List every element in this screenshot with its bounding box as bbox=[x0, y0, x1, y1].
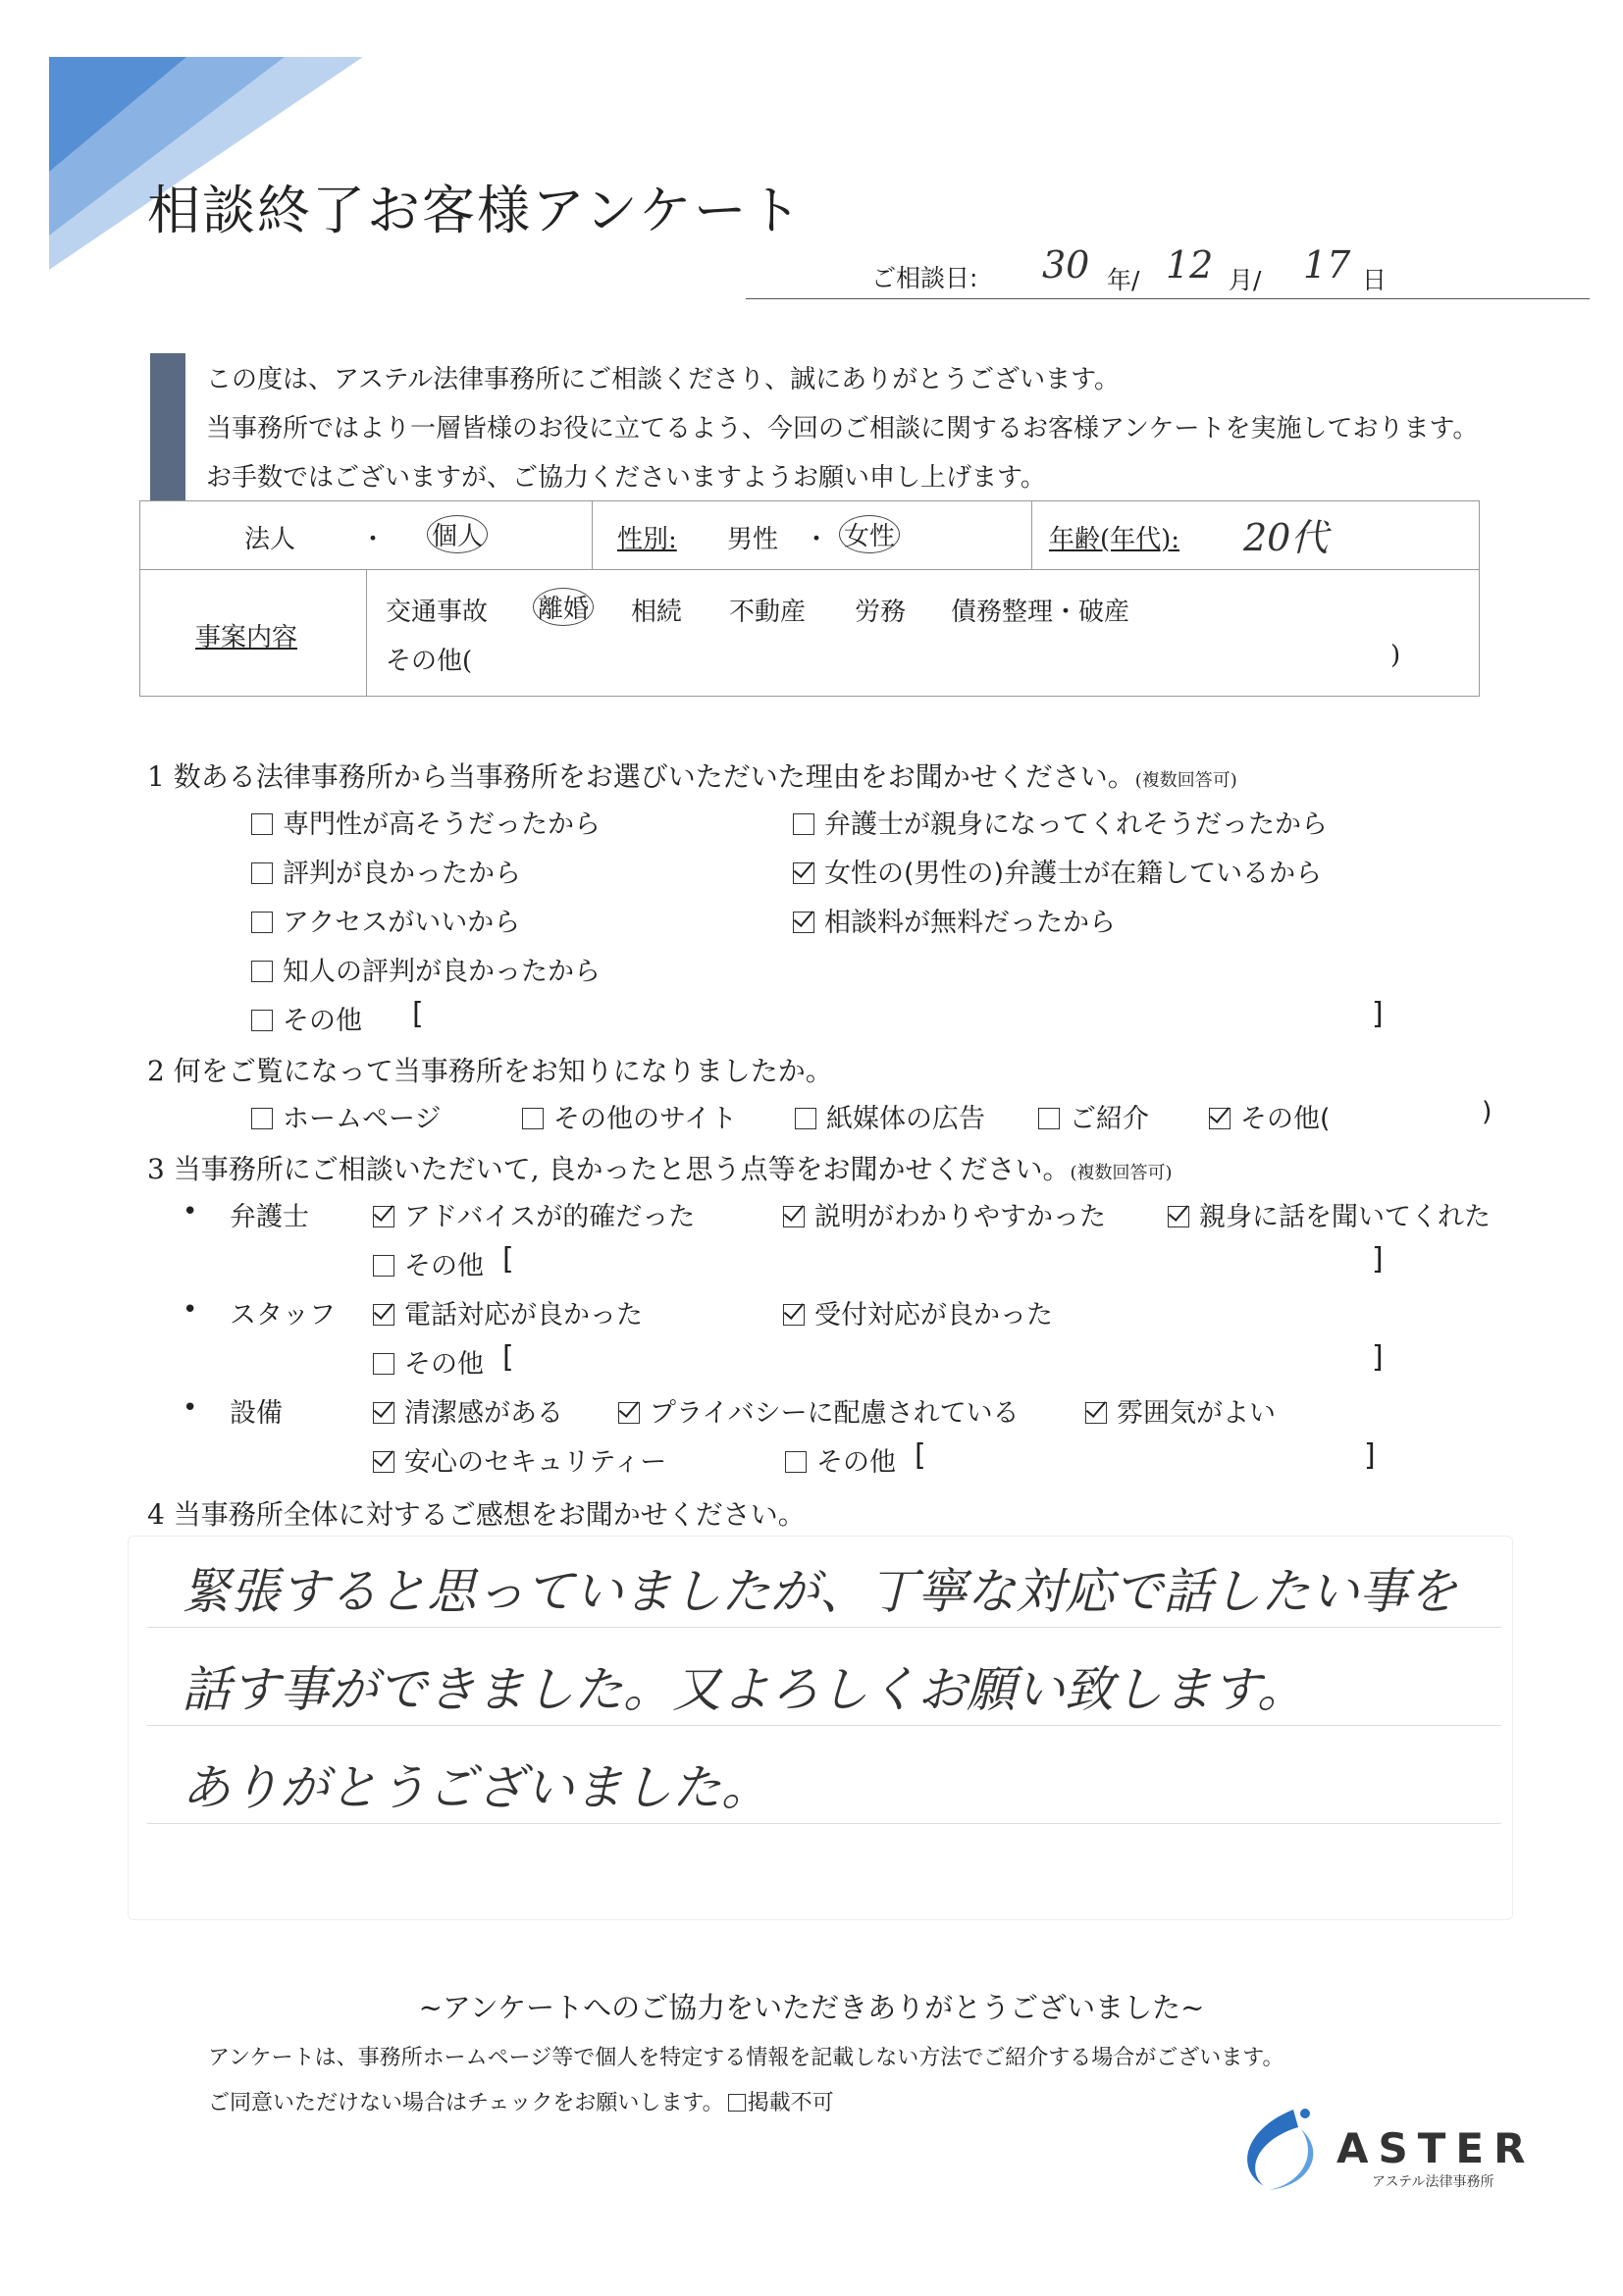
year-label: 年/ bbox=[1107, 266, 1140, 294]
checkbox-checked bbox=[1085, 1402, 1107, 1424]
case-debt[interactable]: 債務整理・破産 bbox=[951, 598, 1130, 627]
checkbox bbox=[251, 1010, 273, 1031]
ruled-line bbox=[147, 1725, 1501, 1726]
case-traffic[interactable]: 交通事故 bbox=[386, 598, 489, 627]
bracket-open: [ bbox=[502, 1242, 514, 1277]
case-other-label: その他( bbox=[386, 647, 473, 676]
bracket-close: ] bbox=[1372, 1242, 1384, 1277]
q1-option-caring-lawyer[interactable]: 弁護士が親身になってくれそうだったから bbox=[793, 803, 1328, 841]
q1-option-expertise[interactable]: 専門性が高そうだったから bbox=[251, 803, 601, 841]
publication-note: アンケートは、事務所ホームページ等で個人を特定する情報を記載しない方法でご紹介する場合がございます。 bbox=[208, 2046, 1284, 2070]
q2-other-close: ) bbox=[1482, 1097, 1492, 1127]
question-1-title: 1 数ある法律事務所から当事務所をお選びいただいた理由をお聞かせください。(複数回答可) bbox=[147, 760, 1237, 793]
gender-label: 性別: bbox=[617, 525, 677, 554]
bullet: • bbox=[183, 1295, 198, 1325]
q3-lawyer-explanation[interactable]: 説明がわかりやすかった bbox=[783, 1195, 1106, 1233]
q3-staff-phone[interactable]: 電話対応が良かった bbox=[373, 1293, 643, 1331]
individual-option[interactable]: 個人 bbox=[427, 515, 488, 553]
q2-option-other[interactable]: その他( bbox=[1209, 1097, 1331, 1135]
consultation-date bbox=[746, 243, 1590, 299]
q3-facility-privacy[interactable]: プライバシーに配慮されている bbox=[618, 1391, 1020, 1430]
intro-line: この度は、アステル法律事務所にご相談くださり、誠にありがとうございます。 bbox=[206, 365, 1121, 394]
logo-text: ASTER bbox=[1336, 2124, 1536, 2172]
case-label: 事案内容 bbox=[195, 623, 298, 652]
date-day-value: 17 bbox=[1303, 243, 1351, 287]
checkbox bbox=[1038, 1108, 1060, 1129]
multiple-answer-note: (複数回答可) bbox=[1070, 1163, 1173, 1183]
logo-subtitle: アステル法律事務所 bbox=[1372, 2174, 1494, 2190]
q1-option-access[interactable]: アクセスがいいから bbox=[251, 901, 520, 939]
checkbox-checked bbox=[373, 1206, 394, 1227]
bracket-open: [ bbox=[502, 1340, 514, 1375]
aster-logo-icon bbox=[1225, 2100, 1333, 2198]
handwritten-comment-line: ありがとうございました。 bbox=[182, 1759, 770, 1816]
bullet: • bbox=[183, 1197, 198, 1226]
handwritten-comment-line: 緊張すると思っていましたが、丁寧な対応で話したい事を bbox=[182, 1563, 1457, 1620]
bracket-open: [ bbox=[412, 997, 424, 1031]
q3-lawyer-other[interactable]: その他 bbox=[373, 1244, 484, 1282]
age-value: 20代 bbox=[1243, 516, 1329, 559]
case-other-close: ) bbox=[1390, 641, 1401, 670]
checkbox-checked bbox=[783, 1304, 805, 1326]
case-divorce[interactable]: 離婚 bbox=[533, 588, 594, 626]
checkbox-checked bbox=[793, 912, 814, 933]
checkbox-checked bbox=[373, 1304, 394, 1326]
checkbox-checked bbox=[793, 862, 814, 884]
case-inheritance[interactable]: 相続 bbox=[631, 598, 683, 627]
checkbox bbox=[373, 1255, 394, 1277]
checkbox bbox=[795, 1108, 816, 1129]
checkbox bbox=[251, 912, 273, 933]
bracket-close: ] bbox=[1364, 1438, 1376, 1473]
checkbox-checked bbox=[618, 1402, 640, 1424]
month-label: 月/ bbox=[1229, 266, 1262, 294]
checkbox-checked bbox=[373, 1451, 394, 1473]
ruled-line bbox=[147, 1627, 1501, 1628]
q3-facility-atmosphere[interactable]: 雰囲気がよい bbox=[1085, 1391, 1276, 1430]
q3-facility-clean[interactable]: 清潔感がある bbox=[373, 1391, 563, 1430]
checkbox bbox=[251, 1108, 273, 1129]
case-real-estate[interactable]: 不動産 bbox=[729, 598, 807, 627]
corp-option[interactable]: 法人 bbox=[244, 525, 296, 554]
checkbox bbox=[251, 813, 273, 835]
separator-dot: ・ bbox=[360, 525, 387, 554]
q1-option-gender-lawyer[interactable]: 女性の(男性の)弁護士が在籍しているから bbox=[793, 852, 1322, 890]
q1-option-acquaintance[interactable]: 知人の評判が良かったから bbox=[251, 950, 601, 988]
q2-option-referral[interactable]: ご紹介 bbox=[1038, 1097, 1149, 1135]
q3-facility-security[interactable]: 安心のセキュリティー bbox=[373, 1440, 666, 1479]
day-label: 日 bbox=[1362, 266, 1387, 294]
q3-facility-other[interactable]: その他 bbox=[785, 1440, 896, 1479]
checkbox-checked bbox=[783, 1206, 805, 1227]
q3-staff-label: スタッフ bbox=[230, 1300, 336, 1331]
q3-staff-reception[interactable]: 受付対応が良かった bbox=[783, 1293, 1053, 1331]
checkbox bbox=[251, 862, 273, 884]
bracket-close: ] bbox=[1372, 997, 1384, 1031]
question-4-title: 4 当事務所全体に対するご感想をお聞かせください。 bbox=[147, 1498, 806, 1531]
q1-option-free-consultation[interactable]: 相談料が無料だったから bbox=[793, 901, 1116, 939]
checkbox bbox=[373, 1353, 394, 1375]
date-month-value: 12 bbox=[1166, 243, 1214, 287]
consent-note: ご同意いただけない場合はチェックをお願いします。 掲載不可 bbox=[208, 2091, 834, 2115]
checkbox bbox=[522, 1108, 544, 1129]
intro-line: 当事務所ではより一層皆様のお役に立てるよう、今回のご相談に関するお客様アンケートを実施しております。 bbox=[206, 414, 1479, 444]
q3-lawyer-advice[interactable]: アドバイスが的確だった bbox=[373, 1195, 695, 1233]
q3-staff-other[interactable]: その他 bbox=[373, 1342, 484, 1381]
bracket-close: ] bbox=[1372, 1340, 1384, 1375]
no-publish-label: 掲載不可 bbox=[747, 2091, 834, 2115]
checkbox bbox=[785, 1451, 807, 1473]
checkbox bbox=[251, 961, 273, 982]
q2-option-homepage[interactable]: ホームページ bbox=[251, 1097, 441, 1135]
intro-line: お手数ではございますが、ご協力くださいますようお願い申し上げます。 bbox=[206, 463, 1046, 493]
question-2-title: 2 何をご覧になって当事務所をお知りになりましたか。 bbox=[147, 1055, 833, 1087]
date-label: ご相談日: bbox=[871, 264, 978, 292]
q2-option-print-ad[interactable]: 紙媒体の広告 bbox=[795, 1097, 985, 1135]
checkbox-checked bbox=[373, 1402, 394, 1424]
no-publish-checkbox[interactable] bbox=[728, 2094, 746, 2112]
page-title: 相談終了お客様アンケート bbox=[147, 180, 804, 241]
q3-facility-label: 設備 bbox=[230, 1398, 283, 1429]
checkbox-checked bbox=[1209, 1108, 1230, 1129]
bracket-open: [ bbox=[915, 1438, 926, 1473]
date-year-value: 30 bbox=[1042, 243, 1090, 287]
thanks-message: ~アンケートへのご協力をいただきありがとうございました~ bbox=[418, 1991, 1205, 2024]
separator-dot: ・ bbox=[804, 525, 830, 554]
checkbox bbox=[793, 813, 814, 835]
checkbox-checked bbox=[1168, 1206, 1189, 1227]
ruled-line bbox=[147, 1823, 1501, 1824]
client-info-table bbox=[139, 500, 1480, 697]
question-3-title: 3 当事務所にご相談いただいて, 良かったと思う点等をお聞かせください。(複数回答可) bbox=[147, 1153, 1173, 1185]
case-labor[interactable]: 労務 bbox=[855, 598, 907, 627]
age-label: 年齢(年代): bbox=[1049, 525, 1180, 554]
q2-option-other-site[interactable]: その他のサイト bbox=[522, 1097, 737, 1135]
intro-accent-bar bbox=[150, 353, 185, 500]
multiple-answer-note: (複数回答可) bbox=[1134, 770, 1237, 791]
q3-lawyer-listening[interactable]: 親身に話を聞いてくれた bbox=[1168, 1195, 1491, 1233]
bullet: • bbox=[183, 1393, 198, 1423]
female-option[interactable]: 女性 bbox=[839, 515, 900, 553]
handwritten-comment-line: 話す事ができました。又よろしくお願い致します。 bbox=[182, 1661, 1306, 1718]
intro-text bbox=[206, 355, 1478, 502]
q1-option-other[interactable]: その他 bbox=[251, 999, 362, 1037]
q1-option-reputation[interactable]: 評判が良かったから bbox=[251, 852, 521, 890]
q3-lawyer-label: 弁護士 bbox=[230, 1202, 309, 1232]
male-option[interactable]: 男性 bbox=[727, 525, 779, 554]
